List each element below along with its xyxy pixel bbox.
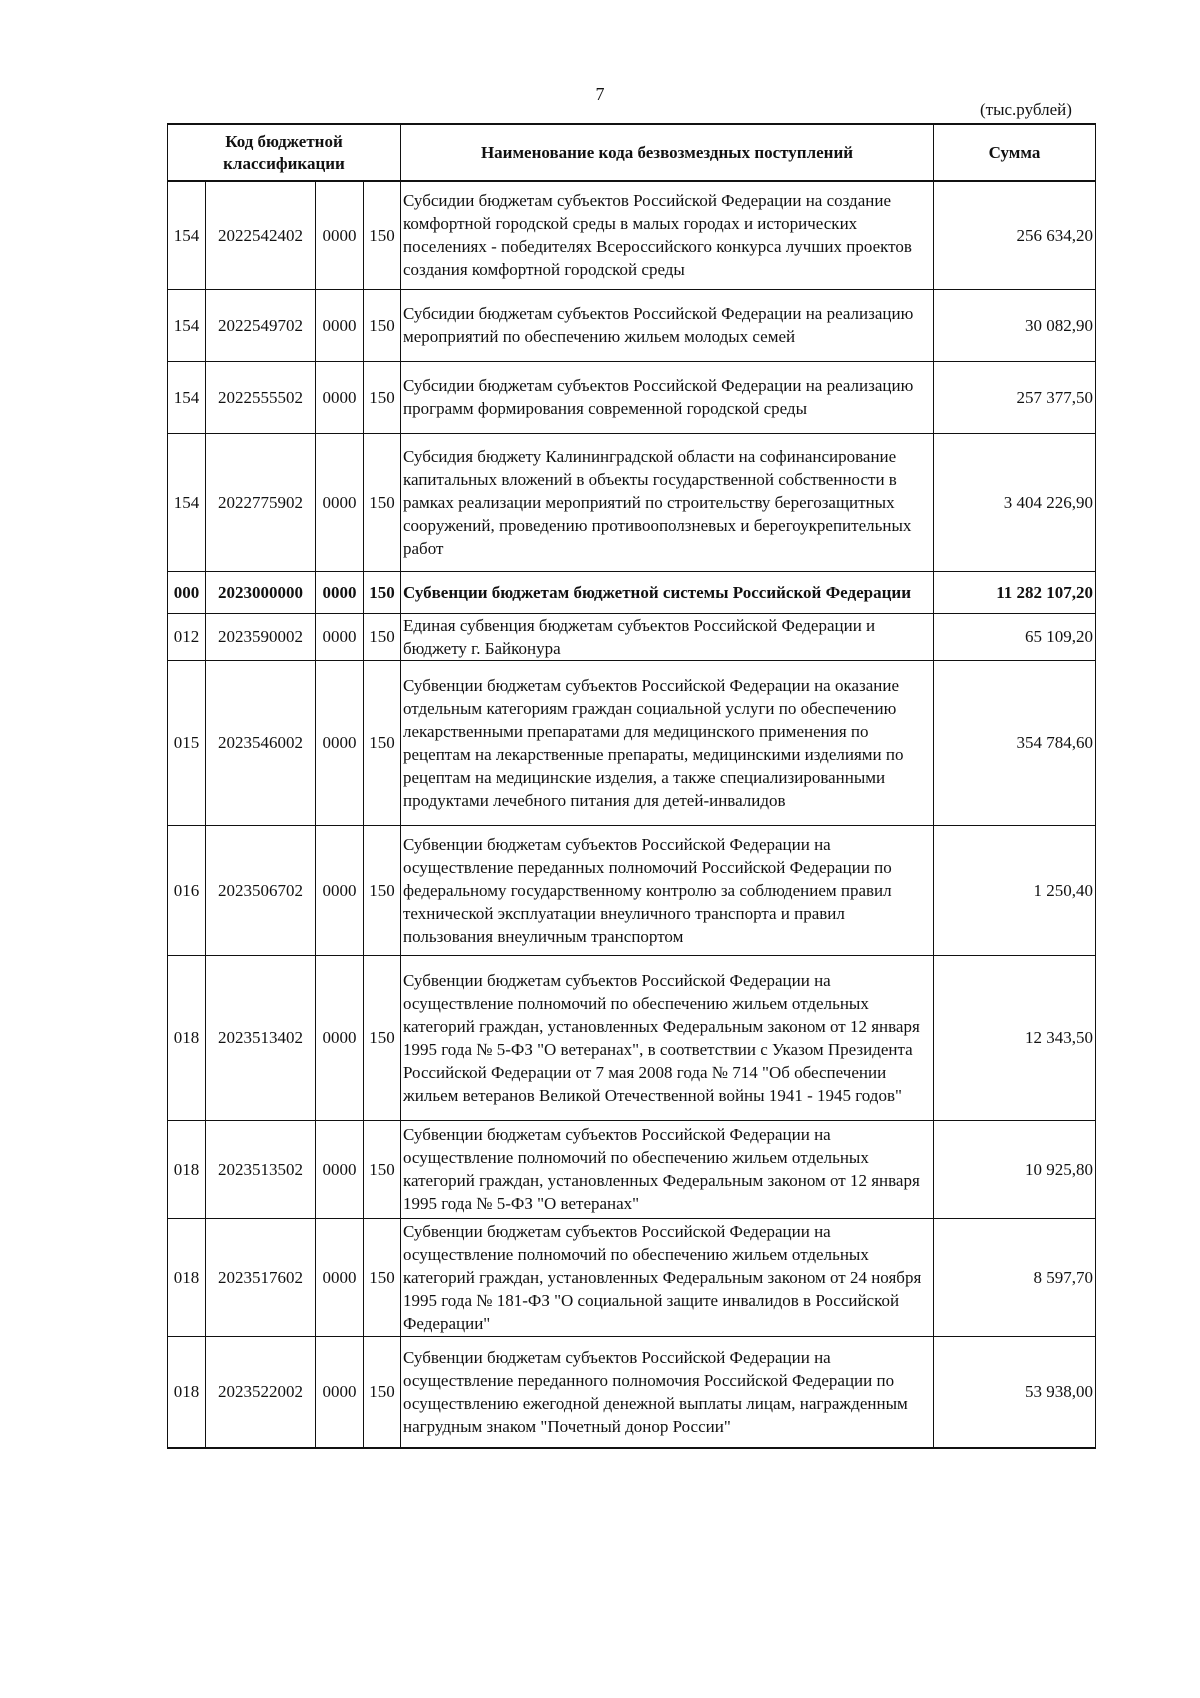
- code-part-1: 016: [168, 825, 206, 955]
- header-amount: Сумма: [934, 124, 1096, 181]
- row-amount: 256 634,20: [934, 181, 1096, 289]
- code-part-4: 150: [364, 955, 401, 1120]
- table-header-row: [168, 124, 1096, 181]
- row-name: Субвенции бюджетам субъектов Российской Федерации на оказание отдельным категориям граждан социальной услуги по обеспечению лекарственными препаратами для медицинского применения по рецептам на лекарственные препараты, медицинскими изделиями по рецептам на медицинские изделия, а также специализированными продуктами лечебного питания для детей-инвалидов: [401, 660, 934, 825]
- code-part-3: 0000: [316, 361, 364, 433]
- code-part-3: 0000: [316, 613, 364, 660]
- row-name: Единая субвенция бюджетам субъектов Российской Федерации и бюджету г. Байконура: [401, 613, 934, 660]
- code-part-2: 2022549702: [206, 289, 316, 361]
- table-row: [168, 433, 1096, 571]
- table-row: [168, 613, 1096, 660]
- code-part-2: 2023522002: [206, 1336, 316, 1448]
- table-row: [168, 1336, 1096, 1448]
- table-row: [168, 181, 1096, 289]
- row-name: Субвенции бюджетам бюджетной системы Российской Федерации: [401, 571, 934, 613]
- units-label: (тыс.рублей): [980, 100, 1072, 119]
- code-part-2: 2023546002: [206, 660, 316, 825]
- row-name: Субсидия бюджету Калининградской области на софинансирование капитальных вложений в объекты государственной собственности в рамках реализации мероприятий по строительству берегозащитных сооружений, проведению противооползневых и берегоукрепительных работ: [401, 433, 934, 571]
- code-part-1: 154: [168, 433, 206, 571]
- code-part-1: 018: [168, 1218, 206, 1336]
- code-part-4: 150: [364, 571, 401, 613]
- code-part-1: 015: [168, 660, 206, 825]
- code-part-3: 0000: [316, 825, 364, 955]
- row-name: Субвенции бюджетам субъектов Российской Федерации на осуществление переданного полномочия Российской Федерации по осуществлению ежегодной денежной выплаты лицам, награжденным нагрудным знаком "Почетный донор России": [401, 1336, 934, 1448]
- header-code: Код бюджетной классификации: [168, 124, 401, 181]
- code-part-2: 2023517602: [206, 1218, 316, 1336]
- page-number: 7: [595, 84, 605, 104]
- code-part-3: 0000: [316, 1120, 364, 1218]
- code-part-2: 2023513502: [206, 1120, 316, 1218]
- table-row: [168, 825, 1096, 955]
- table-body: [168, 181, 1096, 1448]
- code-part-2: 2022555502: [206, 361, 316, 433]
- table-row: [168, 571, 1096, 613]
- code-part-3: 0000: [316, 955, 364, 1120]
- code-part-2: 2023000000: [206, 571, 316, 613]
- code-part-4: 150: [364, 825, 401, 955]
- row-name: Субвенции бюджетам субъектов Российской Федерации на осуществление полномочий по обеспечению жильем отдельных категорий граждан, установленных Федеральным законом от 12 января 1995 года № 5-ФЗ "О ветеранах", в соответствии с Указом Президента Российской Федерации от 7 мая 2008 года № 714 "Об обеспечении жильем ветеранов Великой Отечественной войны 1941 - 1945 годов": [401, 955, 934, 1120]
- code-part-4: 150: [364, 1120, 401, 1218]
- code-part-4: 150: [364, 181, 401, 289]
- header-name: Наименование кода безвозмездных поступлений: [401, 124, 934, 181]
- code-part-3: 0000: [316, 1336, 364, 1448]
- code-part-4: 150: [364, 660, 401, 825]
- code-part-3: 0000: [316, 571, 364, 613]
- code-part-2: 2023513402: [206, 955, 316, 1120]
- row-amount: 354 784,60: [934, 660, 1096, 825]
- code-part-4: 150: [364, 433, 401, 571]
- table-row: [168, 289, 1096, 361]
- code-part-2: 2022542402: [206, 181, 316, 289]
- code-part-4: 150: [364, 1336, 401, 1448]
- table-row: [168, 1218, 1096, 1336]
- row-amount: 8 597,70: [934, 1218, 1096, 1336]
- code-part-1: 154: [168, 289, 206, 361]
- row-amount: 10 925,80: [934, 1120, 1096, 1218]
- row-name: Субвенции бюджетам субъектов Российской Федерации на осуществление полномочий по обеспечению жильем отдельных категорий граждан, установленных Федеральным законом от 12 января 1995 года № 5-ФЗ "О ветеранах": [401, 1120, 934, 1218]
- code-part-3: 0000: [316, 660, 364, 825]
- row-amount: 53 938,00: [934, 1336, 1096, 1448]
- row-name: Субсидии бюджетам субъектов Российской Федерации на создание комфортной городской среды в малых городах и исторических поселениях - победителях Всероссийского конкурса лучших проектов создания комфортной городской среды: [401, 181, 934, 289]
- table-row: [168, 955, 1096, 1120]
- code-part-2: 2023590002: [206, 613, 316, 660]
- code-part-3: 0000: [316, 289, 364, 361]
- code-part-1: 012: [168, 613, 206, 660]
- row-amount: 12 343,50: [934, 955, 1096, 1120]
- row-amount: 3 404 226,90: [934, 433, 1096, 571]
- code-part-4: 150: [364, 613, 401, 660]
- code-part-1: 018: [168, 955, 206, 1120]
- row-amount: 11 282 107,20: [934, 571, 1096, 613]
- budget-table: [167, 123, 1096, 1449]
- code-part-1: 000: [168, 571, 206, 613]
- row-name: Субвенции бюджетам субъектов Российской Федерации на осуществление переданных полномочий Российской Федерации по федеральному государственному контролю за соблюдением правил технической эксплуатации внеуличного транспорта и правил пользования внеуличным транспортом: [401, 825, 934, 955]
- row-amount: 257 377,50: [934, 361, 1096, 433]
- table-row: [168, 1120, 1096, 1218]
- row-name: Субвенции бюджетам субъектов Российской Федерации на осуществление полномочий по обеспечению жильем отдельных категорий граждан, установленных Федеральным законом от 24 ноября 1995 года № 181-ФЗ "О социальной защите инвалидов в Российской Федерации": [401, 1218, 934, 1336]
- code-part-1: 154: [168, 181, 206, 289]
- code-part-3: 0000: [316, 181, 364, 289]
- code-part-1: 018: [168, 1120, 206, 1218]
- row-name: Субсидии бюджетам субъектов Российской Федерации на реализацию программ формирования современной городской среды: [401, 361, 934, 433]
- row-amount: 1 250,40: [934, 825, 1096, 955]
- code-part-1: 018: [168, 1336, 206, 1448]
- row-amount: 65 109,20: [934, 613, 1096, 660]
- code-part-2: 2023506702: [206, 825, 316, 955]
- code-part-4: 150: [364, 289, 401, 361]
- table-row: [168, 660, 1096, 825]
- row-name: Субсидии бюджетам субъектов Российской Федерации на реализацию мероприятий по обеспечению жильем молодых семей: [401, 289, 934, 361]
- table-row: [168, 361, 1096, 433]
- code-part-2: 2022775902: [206, 433, 316, 571]
- code-part-3: 0000: [316, 1218, 364, 1336]
- code-part-4: 150: [364, 361, 401, 433]
- code-part-1: 154: [168, 361, 206, 433]
- code-part-4: 150: [364, 1218, 401, 1336]
- code-part-3: 0000: [316, 433, 364, 571]
- row-amount: 30 082,90: [934, 289, 1096, 361]
